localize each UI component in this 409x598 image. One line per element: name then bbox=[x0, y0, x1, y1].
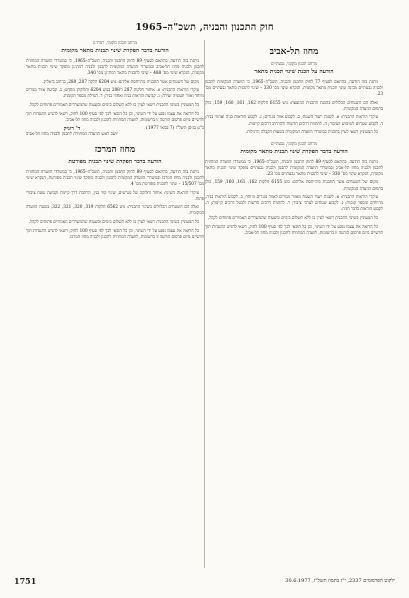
notice-paragraph: כל המעוניין בשינוי התכנית רשאי לעיין בו ללא תשלום בימים ובשעות שהמשרדים האמורים פתוחים לקהל. bbox=[28, 102, 199, 108]
page-footer bbox=[14, 576, 395, 590]
footer-publication-line: ילקוט הפרסומים 2337, י"ז בתמוז תשל"ז, 30.6.1977 bbox=[285, 578, 395, 584]
notice-title: הודעה בדבר הפקדת שינוי תכנית מתאר מקומית bbox=[61, 48, 169, 54]
district-heading-center: מחוז המרכז bbox=[94, 144, 136, 155]
notice-paragraph: עיקרי הוראות השינוי: איחוד וחלוקה של מגרשים, שינוי קווי בנין, הרחבת דרך קיימת וקביעת שטח ציבורי פתוח. bbox=[26, 189, 204, 201]
notice-paragraph: כל הרואה את עצמו נפגע על ידי השינוי, וכן כל הזכאי לכך לפי סעיף 100 לחוק, רשאי להגיש התנגדות תוך חדשיים מיום פרסום הודעה זו ברשומות, לוועדה המחוזית לתכנון ולבניה מחוז המרכז. bbox=[26, 227, 204, 239]
notice-title: הודעה בדבר הפקדת שינוי תכנית מפורטת bbox=[68, 158, 162, 165]
notice-paragraph: ניתנת בזה הודעה, בהתאם לסעיף 89 לחוק התכנון והבניה, תשכ"ה–1965, כי במשרדי הוועדה המחוזית לתכנון ולבניה מחוז המרכז ובמשרדי הוועדה המקומית לתכנון ולבניה מופקד שינוי תכנית מפורטת, הנקרא שינוי מס' 15/507 – שינוי לתכנית מפורטת מס' 4. bbox=[26, 168, 204, 186]
left-column bbox=[26, 40, 204, 568]
notice-title: הודעה בדבר הפקדת שינוי תכנית מתאר מקומית bbox=[240, 148, 348, 155]
notice-issuer: מרחב תכנון מקומי, גבעתיים bbox=[270, 141, 318, 147]
notice-paragraph: כל המעוניין רשאי לעיין בתכנית במשרדי הוועדה המקומית בשעות הקבלה הרגילות. bbox=[245, 129, 378, 135]
notice-paragraph: ניתנת בזה הודעה, בהתאם לסעיף 89 לחוק התכנון והבניה, תשכ"ה–1965, כי במשרדי הוועדה המחוזית לתכנון ולבניה מחוז תל-אביב ובמשרדי הוועדה המקומית לתכנון ולבניה רמת־גן מופקד שינוי תכנית מתאר מקומית, הנקרא שינוי מס' 488 – שינוי לתכנית מתאר רמת־גן מס' 340. bbox=[26, 57, 204, 76]
notice-paragraph: כל המעוניין בשינוי התכנית רשאי לעיין בו ללא תשלום בימים ובשעות שהמשרדים האמורים פתוחים לקהל. bbox=[28, 218, 199, 224]
signatory-role: יושב ראש הוועדה המחוזית לתכנון ולבניה מחוז תל-אביב bbox=[26, 131, 118, 137]
signature-block bbox=[26, 126, 204, 138]
notice-title: הודעה על הכנת שינוי תכנית מתאר bbox=[254, 69, 334, 75]
right-column bbox=[205, 40, 383, 568]
signature-date: כ"ט בניסן תשל"ז (7 במאי 1977) bbox=[146, 125, 204, 131]
notice-issuer: מרחב תכנון מקומי, רמת־גן bbox=[92, 41, 138, 46]
district-heading-tel-aviv: מחוז תל-אביב bbox=[269, 47, 319, 57]
notice-paragraph: ניתנת בזה הודעה, בהתאם לסעיף 89 לחוק התכנון והבניה, תשכ"ה–1965, כי במשרדי הוועדה המחוזית לתכנון ולבניה מחוז תל-אביב ובמשרדי הוועדה המקומית לתכנון ולבניה גבעתיים מופקד שינוי תכנית מתאר מקומית, הנקרא שינוי מס' 330 – שינוי לתכנית מתאר גבעתיים מס' 23. bbox=[205, 158, 383, 176]
notice-paragraph: ניתנת בזה הודעה, בהתאם לסעיף 77 לחוק התכנון והבניה, תשכ"ה–1965, כי הוועדה המקומית לתכנון ולבניה גבעתיים מכינה שינוי תכנית מתאר מקומית, הנקרא שינוי מס' 330 – שינוי לתכנית מתאר גבעתיים מס' 23. bbox=[205, 78, 383, 97]
page-title: חוק התכנון והבניה, תשכ"ה–1965 bbox=[135, 22, 274, 33]
notice-paragraph: ואלה הם השטחים הכלולים בהכנת התכנית המוצעת: גוש 6155 חלקות 162, 161, 160, 159, כולן בתחום הוועדה המקומית. bbox=[205, 99, 383, 111]
notice-paragraph: כל הרואה את עצמו נפגע על ידי השינוי, וכן כל הזכאי לכך לפי סעיף 100 לחוק, רשאי להגיש התנגדות תוך חדשיים מיום פרסום הודעה זו ברשומות, לוועדה המחוזית לתכנון ולבניה מחוז תל-אביב. bbox=[205, 223, 383, 235]
notice-paragraph: עיקרי הוראות התכנית: א. לשנות ייעוד השטח; ב. לקבוע אזור מגורים; ג. לקבוע הוראות בניה ואחוזי בניה; ד. לקבוע שטחים לשימוש הציבור; ה. להתוות דרכים חדשות ולהרחיב דרכים קיימות. bbox=[205, 114, 383, 126]
notice-paragraph: עיקרי הוראות התכנית: א. לשנות ייעוד השטח מאזור מגורים לאזור מגורים מיוחד; ב. לקבוע הוראות בניה, מרווחים ומספר קומות; ג. לקבוע שטחים לצרכי ציבור; ד. להתוות דרכים חדשות ולבטל דרכים קיימות; ה. לקבוע הוראות בדבר חניה. bbox=[205, 194, 383, 212]
notice-paragraph: כל המעוניין בשינוי התכנית רשאי לעיין בו ללא תשלום בימים ובשעות שהמשרדים האמורים פתוחים לקהל. bbox=[207, 214, 378, 220]
notice-issuer: מרחב תכנון מקומי, גבעתיים bbox=[270, 62, 318, 67]
notice-paragraph: עיקרי הוראות התכנית: א. איחוד חלקות 287 ו־288 בגוש 6204 וחלוקתן מחדש; ב. קביעת אזור מגורים מיוחד ואזור תעשיה זעירה; ג. קביעת הוראות בניה ואחוזי בניה; ד. הגדלת מספר הקומות. bbox=[26, 87, 204, 99]
signatory-name: ד' רזניק bbox=[63, 125, 81, 132]
notice-paragraph: מקום של השטחים אשר התכנית מתייחסת אליהם: גוש 6155 חלקות 162, 161, 160, 159, כולן בתחום הוועדה המקומית. bbox=[205, 179, 383, 191]
column-divider bbox=[204, 40, 205, 568]
notice-paragraph: ואלה הם השטחים הכלולים בשינוי התכנית: גוש 6562 חלקות 319, 320, 321, 322, בשטח הוועדה המקומית. bbox=[26, 204, 204, 216]
notice-paragraph: כל הרואה את עצמו נפגע על ידי השינוי, וכן כל הזכאי לכך לפי סעיף 100 לחוק, רשאי להגיש התנגדות תוך חדשיים מיום פרסום הודעה זו ברשומות, לוועדה המחוזית לתכנון ולבניה מחוז תל-אביב. bbox=[26, 110, 204, 122]
page-number: 1751 bbox=[14, 576, 37, 586]
notice-paragraph: מקום של השטחים אשר התכנית מתייחסת אליהם: גוש 6204 חלקה 287, 288, ברחוב ביאליק. bbox=[42, 78, 199, 84]
signature-name-block bbox=[26, 126, 118, 138]
